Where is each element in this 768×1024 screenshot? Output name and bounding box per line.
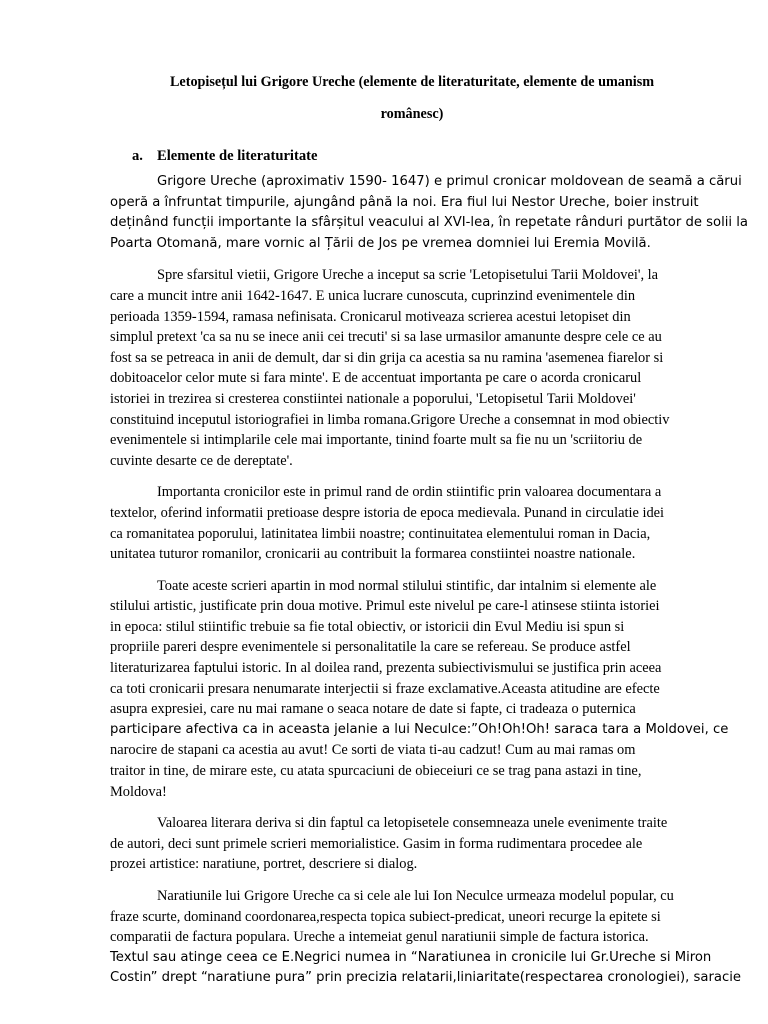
paragraph-line: textelor, oferind informatii pretioase despre istoria de epoca medievala. Punand in circulatie idei bbox=[110, 504, 665, 521]
document-title bbox=[110, 66, 714, 130]
paragraph-line: Textul sau atinge ceea ce E.Negrici numea in “Naratiunea in cronicile lui Gr.Ureche si Miron bbox=[110, 949, 712, 965]
paragraph-line: Spre sfarsitul vietii, Grigore Ureche a inceput sa scrie 'Letopisetului Tarii Moldovei', la bbox=[157, 267, 659, 284]
paragraph-line: Poarta Otomană, mare vornic al Țării de Jos pe vremea domniei lui Eremia Movilă. bbox=[110, 235, 651, 251]
paragraph-line: constituind inceputul istoriografiei in limba romana.Grigore Ureche a consemnat in mod obiectiv bbox=[110, 411, 670, 428]
paragraph-line: deținând funcții importante la sfârșitul veacului al XVI-lea, în repetate rânduri purtător de solii la bbox=[110, 215, 749, 231]
document-page bbox=[110, 66, 749, 1000]
section-letter: a. bbox=[132, 148, 143, 164]
paragraph-line: Toate aceste scrieri apartin in mod normal stilului stintific, dar intalnim si elemente ale bbox=[157, 577, 657, 594]
paragraph-line: Costin” drept “naratiune pura” prin precizia relatarii,liniaritate(respectarea cronologiei), saracie bbox=[110, 970, 741, 986]
paragraph-line: stilului artistic, justificate prin doua motive. Primul este nivelul pe care-l atinsese stiinta istoriei bbox=[110, 598, 660, 615]
paragraph-line: traitor in tine, de mirare este, cu atata spurcaciuni de obieceiuri ce se trag pana astazi in tine, bbox=[110, 763, 642, 780]
paragraph-line: Importanta cronicilor este in primul rand de ordin stiintific prin valoarea documentara a bbox=[157, 484, 662, 501]
paragraph bbox=[110, 265, 714, 471]
body-text bbox=[110, 172, 749, 989]
paragraph bbox=[110, 172, 749, 254]
paragraph-line: perioada 1359-1594, ramasa nefinisata. Cronicarul motiveaza scrierea acestui letopiset din bbox=[110, 308, 631, 325]
title-line-1: Letopisețul lui Grigore Ureche (elemente de literaturitate, elemente de umanism bbox=[169, 74, 655, 90]
paragraph-line: asupra expresiei, care nu mai ramane o seaca notare de date si fapte, ci tradeaza o puternica bbox=[110, 701, 636, 718]
paragraph-line: prozei artistice: naratiune, portret, descriere si dialog. bbox=[110, 856, 418, 873]
paragraph-line: simplul pretext 'ca sa nu se inece anii cei trecuti' si sa lase urmasilor amanunte despre cele ce au bbox=[110, 329, 662, 346]
paragraph-line: literaturizarea faptului istoric. In al doilea rand, prezenta subiectivismului se justifica prin aceea bbox=[110, 660, 662, 677]
paragraph-line: care a muncit intre anii 1642-1647. E unica lucrare cunoscuta, cuprinzind evenimentele din bbox=[110, 287, 636, 304]
title-line-2: românesc) bbox=[380, 106, 444, 122]
paragraph-line: istoriei in trezirea si cresterea constiintei nationale a poporului, 'Letopisetul Tarii Moldovei' bbox=[110, 390, 636, 407]
paragraph-line: propriile pareri despre evenimentele si personalitatile la care se refereau. Se produce astfel bbox=[110, 639, 631, 656]
section-heading bbox=[132, 146, 714, 166]
paragraph-line: comparatii de factura populara. Ureche a intemeiat genul naratiunii simple de factura istorica. bbox=[110, 929, 649, 946]
paragraph-line: de autori, deci sunt primele scrieri memorialistice. Gasim in forma rudimentara procedee ale bbox=[110, 835, 643, 852]
paragraph bbox=[110, 576, 729, 803]
paragraph bbox=[110, 482, 714, 564]
paragraph-line: ca romanitatea poporului, latinitatea limbii noastre; continuitatea elementului roman in Dacia, bbox=[110, 525, 651, 542]
paragraph-line: ca toti cronicarii presara nenumarate interjectii si fraze exclamative.Aceasta atitudine are efecte bbox=[110, 680, 660, 697]
paragraph-line: Naratiunile lui Grigore Ureche ca si cele ale lui Ion Neculce urmeaza modelul popular, cu bbox=[157, 888, 674, 904]
paragraph-line: participare afectiva ca in aceasta jelanie a lui Neculce:”Oh!Oh!Oh! saraca tara a Moldovei, ce bbox=[110, 721, 729, 737]
paragraph bbox=[110, 813, 714, 875]
paragraph-line: fraze scurte, dominand coordonarea,respecta topica subiect-predicat, uneori recurge la epitete si bbox=[110, 908, 661, 925]
paragraph-line: cuvinte desarte ce de dereptate'. bbox=[110, 452, 293, 469]
paragraph-line: fost sa se petreaca in anii de demult, dar si din grija ca acestia sa nu ramina 'asemenea fiarelor si bbox=[110, 349, 664, 366]
paragraph-line: Valoarea literara deriva si din faptul ca letopisetele consemneaza unele evenimente traite bbox=[157, 815, 668, 832]
paragraph bbox=[110, 886, 741, 989]
paragraph-line: evenimentele si intimplarile cele mai importante, tinind foarte mult sa fie nu un 'scriitoriu de bbox=[110, 432, 643, 449]
paragraph-line: narocire de stapani ca acestia au avut! Ce sorti de viata ti-au cadzut! Cum au mai ramas om bbox=[110, 742, 636, 759]
paragraph-line: dobitoacelor celor mute si fara minte'. E de accentuat importanta pe care o acorda cronicarul bbox=[110, 370, 642, 387]
paragraph-line: operă a înfruntat timpurile, ajungând până la noi. Era fiul lui Nestor Ureche, boier instruit bbox=[110, 194, 699, 210]
section-heading-text: Elemente de literaturitate bbox=[157, 148, 318, 164]
paragraph-line: Moldova! bbox=[110, 783, 167, 800]
paragraph-line: Grigore Ureche (aproximativ 1590- 1647) e primul cronicar moldovean de seamă a cărui bbox=[157, 174, 742, 189]
paragraph-line: in epoca: stilul stiintific trebuie sa fie total obiectiv, or istoricii din Evul Mediu isi spun si bbox=[110, 618, 625, 635]
paragraph-line: unitatea tuturor romanilor, cronicarii au contribuit la formarea constiintei noastre nationale. bbox=[110, 546, 636, 563]
